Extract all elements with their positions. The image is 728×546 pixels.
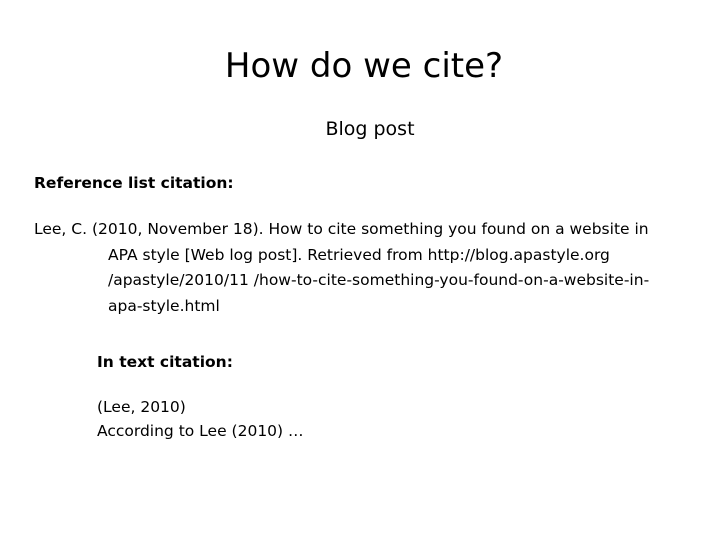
intext-narrative-example: According to Lee (2010) … — [97, 422, 304, 440]
reference-line-4: apa-style.html — [108, 296, 220, 315]
slide-subtitle: Blog post — [325, 118, 415, 140]
reference-list-heading: Reference list citation: — [34, 174, 234, 192]
reference-line-2: APA style [Web log post]. Retrieved from http://blog.apastyle.org — [108, 245, 610, 264]
slide-title: How do we cite? — [224, 46, 504, 86]
intext-citation-heading: In text citation: — [97, 353, 233, 371]
reference-entry — [34, 217, 706, 319]
intext-parenthetical-example: (Lee, 2010) — [97, 398, 186, 416]
reference-line-1: Lee, C. (2010, November 18). How to cite something you found on a website in — [34, 220, 649, 238]
reference-line-3: /apastyle/2010/11 /how-to-cite-something-you-found-on-a-website-in- — [108, 271, 650, 289]
